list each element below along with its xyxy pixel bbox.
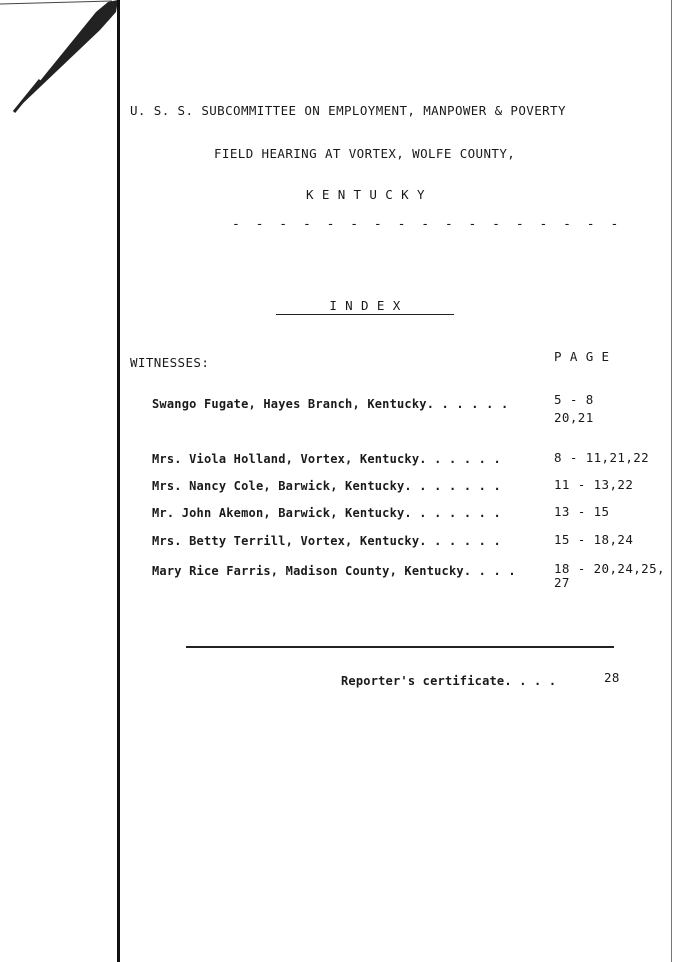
right-page-edge — [671, 0, 672, 962]
reporters-certificate-page: 28 — [604, 670, 620, 685]
index-title: I N D E X — [329, 298, 401, 313]
witness-name: Mrs. Betty Terrill, Vortex, Kentucky. . . . . . — [152, 534, 501, 548]
witnesses-label: WITNESSES: — [130, 355, 210, 370]
page-column-label: P A G E — [554, 349, 610, 364]
witness-pages-continued: 20,21 — [554, 410, 594, 425]
header-divider: - - - - - - - - - - - - - - - - - — [232, 217, 623, 232]
header-line-2: FIELD HEARING AT VORTEX, WOLFE COUNTY, — [214, 146, 516, 161]
witness-name: Swango Fugate, Hayes Branch, Kentucky. . . . . . — [152, 397, 509, 411]
witness-name: Mr. John Akemon, Barwick, Kentucky. . . . . . . — [152, 506, 501, 520]
footer-rule — [186, 646, 614, 648]
reporters-certificate-label: Reporter's certificate. . . . — [341, 674, 557, 688]
header-line-1: U. S. S. SUBCOMMITTEE ON EMPLOYMENT, MANPOWER & POVERTY — [130, 103, 566, 118]
witness-pages: 11 - 13,22 — [554, 477, 634, 492]
witness-pages: 15 - 18,24 — [554, 532, 634, 547]
witness-pages: 13 - 15 — [554, 504, 610, 519]
header-line-3: K E N T U C K Y — [306, 187, 425, 202]
witness-pages: 18 - 20,24,25, — [554, 561, 665, 576]
left-margin-line — [117, 0, 120, 962]
witness-name: Mrs. Nancy Cole, Barwick, Kentucky. . . . . . . — [152, 479, 501, 493]
witness-name: Mary Rice Farris, Madison County, Kentucky. . . . — [152, 564, 516, 578]
corner-fold-mark — [0, 0, 130, 130]
witness-pages: 8 - 11,21,22 — [554, 450, 650, 465]
witness-pages: 5 - 8 — [554, 392, 594, 407]
index-title-underline — [276, 314, 454, 315]
witness-name: Mrs. Viola Holland, Vortex, Kentucky. . . . . . — [152, 452, 501, 466]
witness-pages-continued: 27 — [554, 575, 570, 590]
